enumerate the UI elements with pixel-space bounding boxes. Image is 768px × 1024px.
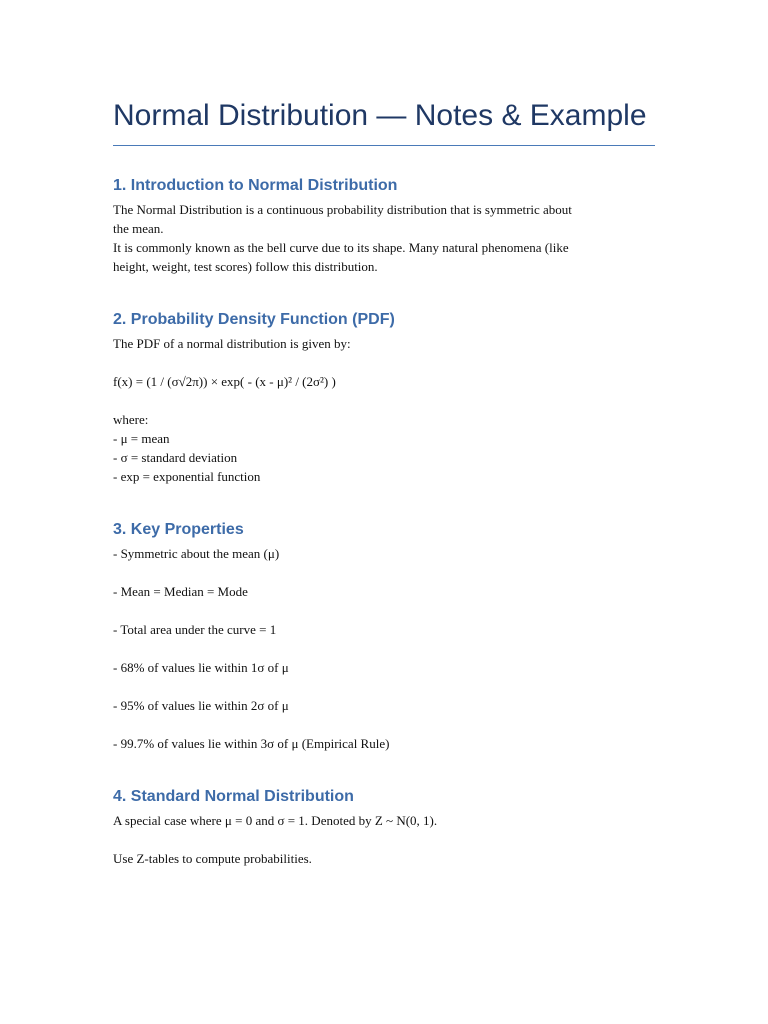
z-table-note: Use Z-tables to compute probabilities. (113, 851, 312, 866)
property-item: - 99.7% of values lie within 3σ of μ (Empirical Rule) (113, 736, 390, 751)
section-heading-standard-normal: 4. Standard Normal Distribution (113, 788, 354, 805)
section-body-standard-normal (113, 811, 655, 868)
standard-normal-definition: A special case where μ = 0 and σ = 1. Denoted by Z ~ N(0, 1). (113, 813, 438, 828)
definition-std-dev: - σ = standard deviation (113, 450, 238, 465)
property-item: - Mean = Median = Mode (113, 584, 248, 599)
section-heading-introduction: 1. Introduction to Normal Distribution (113, 177, 398, 194)
property-item: - 68% of values lie within 1σ of μ (113, 660, 289, 675)
section-heading-pdf: 2. Probability Density Function (PDF) (113, 311, 395, 328)
where-label: where: (113, 412, 149, 427)
document-title: Normal Distribution — Notes & Example (113, 95, 655, 146)
section-body-pdf (113, 334, 655, 486)
section-body-introduction (113, 200, 655, 276)
document-page (113, 0, 655, 868)
paragraph-line: height, weight, test scores) follow this distribution. (113, 259, 378, 274)
section-heading-key-properties: 3. Key Properties (113, 521, 244, 538)
paragraph-line: the mean. (113, 221, 164, 236)
paragraph-line: The Normal Distribution is a continuous probability distribution that is symmetric about (113, 202, 572, 217)
property-item: - Total area under the curve = 1 (113, 622, 277, 637)
definition-exp: - exp = exponential function (113, 469, 261, 484)
section-body-key-properties (113, 544, 655, 753)
paragraph-line: It is commonly known as the bell curve due to its shape. Many natural phenomena (like (113, 240, 569, 255)
pdf-formula: f(x) = (1 / (σ√2π)) × exp( - (x - μ)² / (2σ²) ) (113, 374, 336, 389)
definition-mean: - μ = mean (113, 431, 170, 446)
property-item: - 95% of values lie within 2σ of μ (113, 698, 289, 713)
property-item: - Symmetric about the mean (μ) (113, 546, 280, 561)
pdf-intro-text: The PDF of a normal distribution is given by: (113, 336, 351, 351)
